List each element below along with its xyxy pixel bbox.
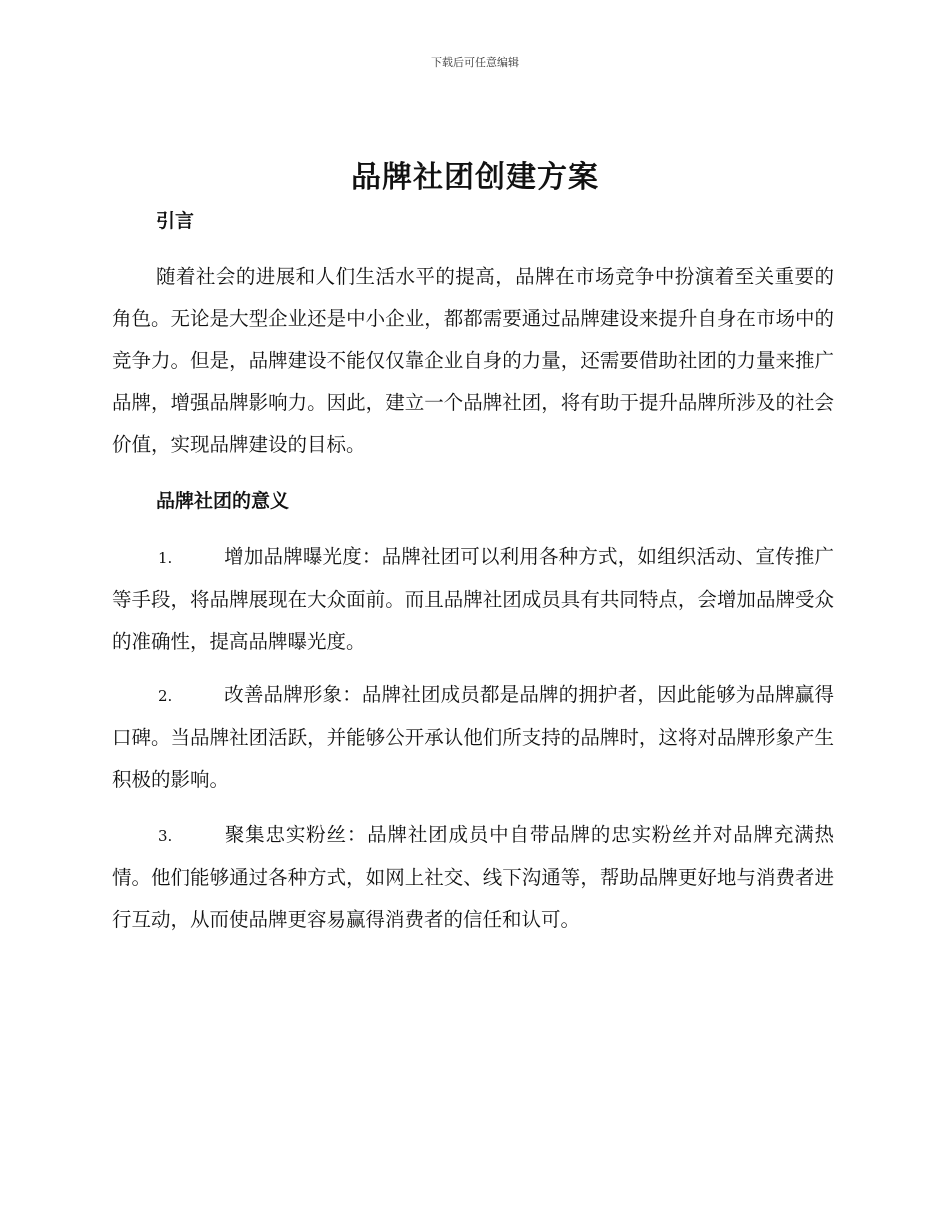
header-note: 下载后可任意编辑	[431, 56, 519, 69]
list-item-number: 2.	[158, 687, 173, 705]
list-item-text: 增加品牌曝光度：品牌社团可以利用各种方式，如组织活动、宣传推广等手段，将品牌展现在大众面前。而且品牌社团成员具有共同特点，会增加品牌受众的准确性，提高品牌曝光度。	[112, 545, 834, 653]
page-title: 品牌社团创建方案	[351, 160, 599, 195]
list-item-text: 改善品牌形象：品牌社团成员都是品牌的拥护者，因此能够为品牌赢得口碑。当品牌社团活跃，并能够公开承认他们所支持的品牌时，这将对品牌形象产生积极的影响。	[112, 683, 834, 791]
list-item-number: 3.	[158, 827, 173, 845]
section-heading-meaning: 品牌社团的意义	[156, 490, 290, 512]
list-item-text: 聚集忠实粉丝：品牌社团成员中自带品牌的忠实粉丝并对品牌充满热情。他们能够通过各种方式，如网上社交、线下沟通等，帮助品牌更好地与消费者进行互动，从而使品牌更容易赢得消费者的信任和认可。	[112, 823, 834, 931]
list-item	[112, 674, 834, 801]
list-item	[112, 536, 834, 663]
intro-paragraph: 随着社会的进展和人们生活水平的提高，品牌在市场竞争中扮演着至关重要的角色。无论是大型企业还是中小企业，都都需要通过品牌建设来提升自身在市场中的竞争力。但是，品牌建设不能仅仅靠企业自身的力量，还需要借助社团的力量来推广品牌，增强品牌影响力。因此，建立一个品牌社团，将有助于提升品牌所涉及的社会价值，实现品牌建设的目标。	[112, 265, 834, 456]
list-item	[112, 814, 834, 941]
list-item-number: 1.	[158, 549, 173, 567]
section-heading-intro: 引言	[156, 210, 195, 232]
